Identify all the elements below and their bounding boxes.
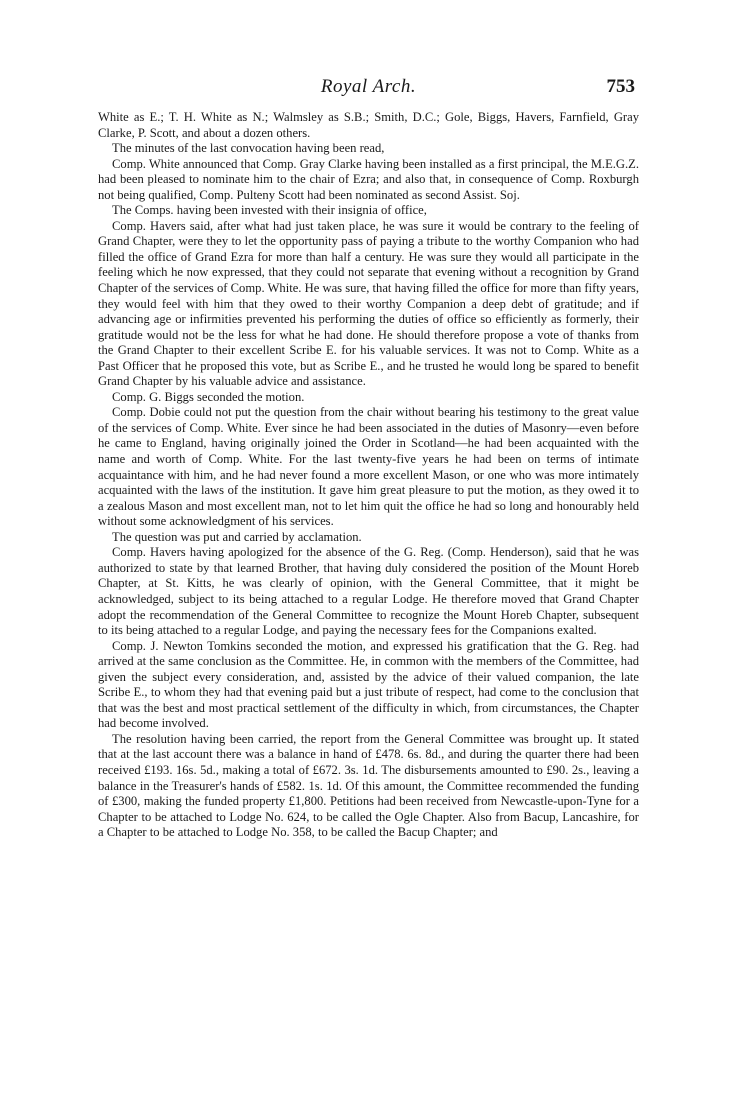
paragraph-appointments: Comp. White announced that Comp. Gray Clarke having been installed as a first principal, the M.E.G.Z. had been pleased to nominate him to the chair of Ezra; and also that, in consequence of Comp. Roxburgh not being qualified, Comp. Pulteny Scott had been nominated as second Assist. Soj. (98, 156, 639, 202)
paragraph-mount-horeb: Comp. Havers having apologized for the absence of the G. Reg. (Comp. Henderson), said that he was authorized to state by that learned Brother, that having duly considered the position of the Mount Horeb Chapter, at St. Kitts, he was clearly of opinion, with the General Committee, that it might be acknowledged, subject to its being attached to a regular Lodge. He therefore moved that Grand Chapter adopt the recommendation of the General Committee to recognize the Mount Horeb Chapter, subsequent to its being attached to a regular Lodge, and paying the necessary fees for the Companions exalted. (98, 545, 639, 638)
paragraph-investiture: The Comps. having been invested with their insignia of office, (112, 203, 427, 218)
page-number: 753 (606, 76, 635, 97)
paragraph-havers-proposal: Comp. Havers said, after what had just taken place, he was sure it would be contrary to the feeling of Grand Chapter, were they to let the opportunity pass of paying a tribute to the worthy Companion who had filled the office of Grand Ezra for more than half a century. He was sure they would all participate in the feeling which he now expressed, that they could not separate that evening without a recognition by Grand Chapter of the services of Comp. White. He was sure, that having filled the office for more than fifty years, they would feel with him that they owed to their worthy Companion a deep debt of gratitude; and if advancing age or infirmities prevented his performing the duties of office so efficiently as formerly, their gratitude would not be the less for what he had done. He should therefore propose a vote of thanks from the Grand Chapter to their excellent Scribe E. for his valuable services. It was not to Comp. White as a Past Officer that he proposed this vote, but as Scribe E., and he trusted he would long be spared to benefit Grand Chapter by his valuable advice and assistance. (98, 218, 639, 389)
paragraph-dobie-remarks: Comp. Dobie could not put the question from the chair without bearing his testimony to the great value of the services of Comp. White. Ever since he had been associated in the duties of Masonry—even before he came to England, having originally joined the Order in Scotland—he had been acquainted with the name and worth of Comp. White. For the last twenty-five years he had been on terms of intimate acquaintance with him, and he had never found a more excellent Mason, or one who was more intimately acquainted with the laws of the institution. It gave him great pleasure to put the motion, as they owed it to a zealous Mason and most excellent man, not to let him quit the office he had so long and honourably held without some acknowledgment of his services. (98, 405, 639, 529)
article-body (98, 110, 639, 841)
page (98, 76, 639, 841)
paragraph-committee-report: The resolution having been carried, the report from the General Committee was brought up. It stated that at the last account there was a balance in hand of £478. 6s. 8d., and during the quarter there had been received £193. 16s. 5d., making a total of £672. 3s. 1d. The disbursements amounted to £90. 2s., leaving a balance in the Treasurer's hands of £582. 1s. 1d. Of this amount, the Committee recommended the funding of £300, making the funded property £1,800. Petitions had been received from Newcastle-upon-Tyne for a Chapter to be attached to Lodge No. 624, to be called the Ogle Chapter. Also from Bacup, Lancashire, for a Chapter to be attached to Lodge No. 358, to be called the Bacup Chapter; and (98, 731, 639, 840)
paragraph-biggs-seconds: Comp. G. Biggs seconded the motion. (112, 389, 305, 404)
paragraph-carried: The question was put and carried by acclamation. (112, 529, 362, 544)
paragraph-tomkins: Comp. J. Newton Tomkins seconded the motion, and expressed his gratification that the G. Reg. had arrived at the same conclusion as the Committee. He, in common with the members of the Committee, had given the subject every consideration, and, assisted by the advice of their valued companion, the late Scribe E., to whom they had that evening paid but a just tribute of respect, had come to the conclusion that that was the best and most practical settlement of the difficulty in which, from circumstances, the Chapter had become involved. (98, 638, 639, 731)
running-title: Royal Arch. (320, 76, 417, 97)
paragraph-attendance: White as E.; T. H. White as N.; Walmsley as S.B.; Smith, D.C.; Gole, Biggs, Havers, Farnfield, Gray Clarke, P. Scott, and about a dozen others. (98, 110, 639, 140)
running-head (98, 76, 639, 106)
paragraph-minutes: The minutes of the last convocation having been read, (112, 141, 385, 156)
